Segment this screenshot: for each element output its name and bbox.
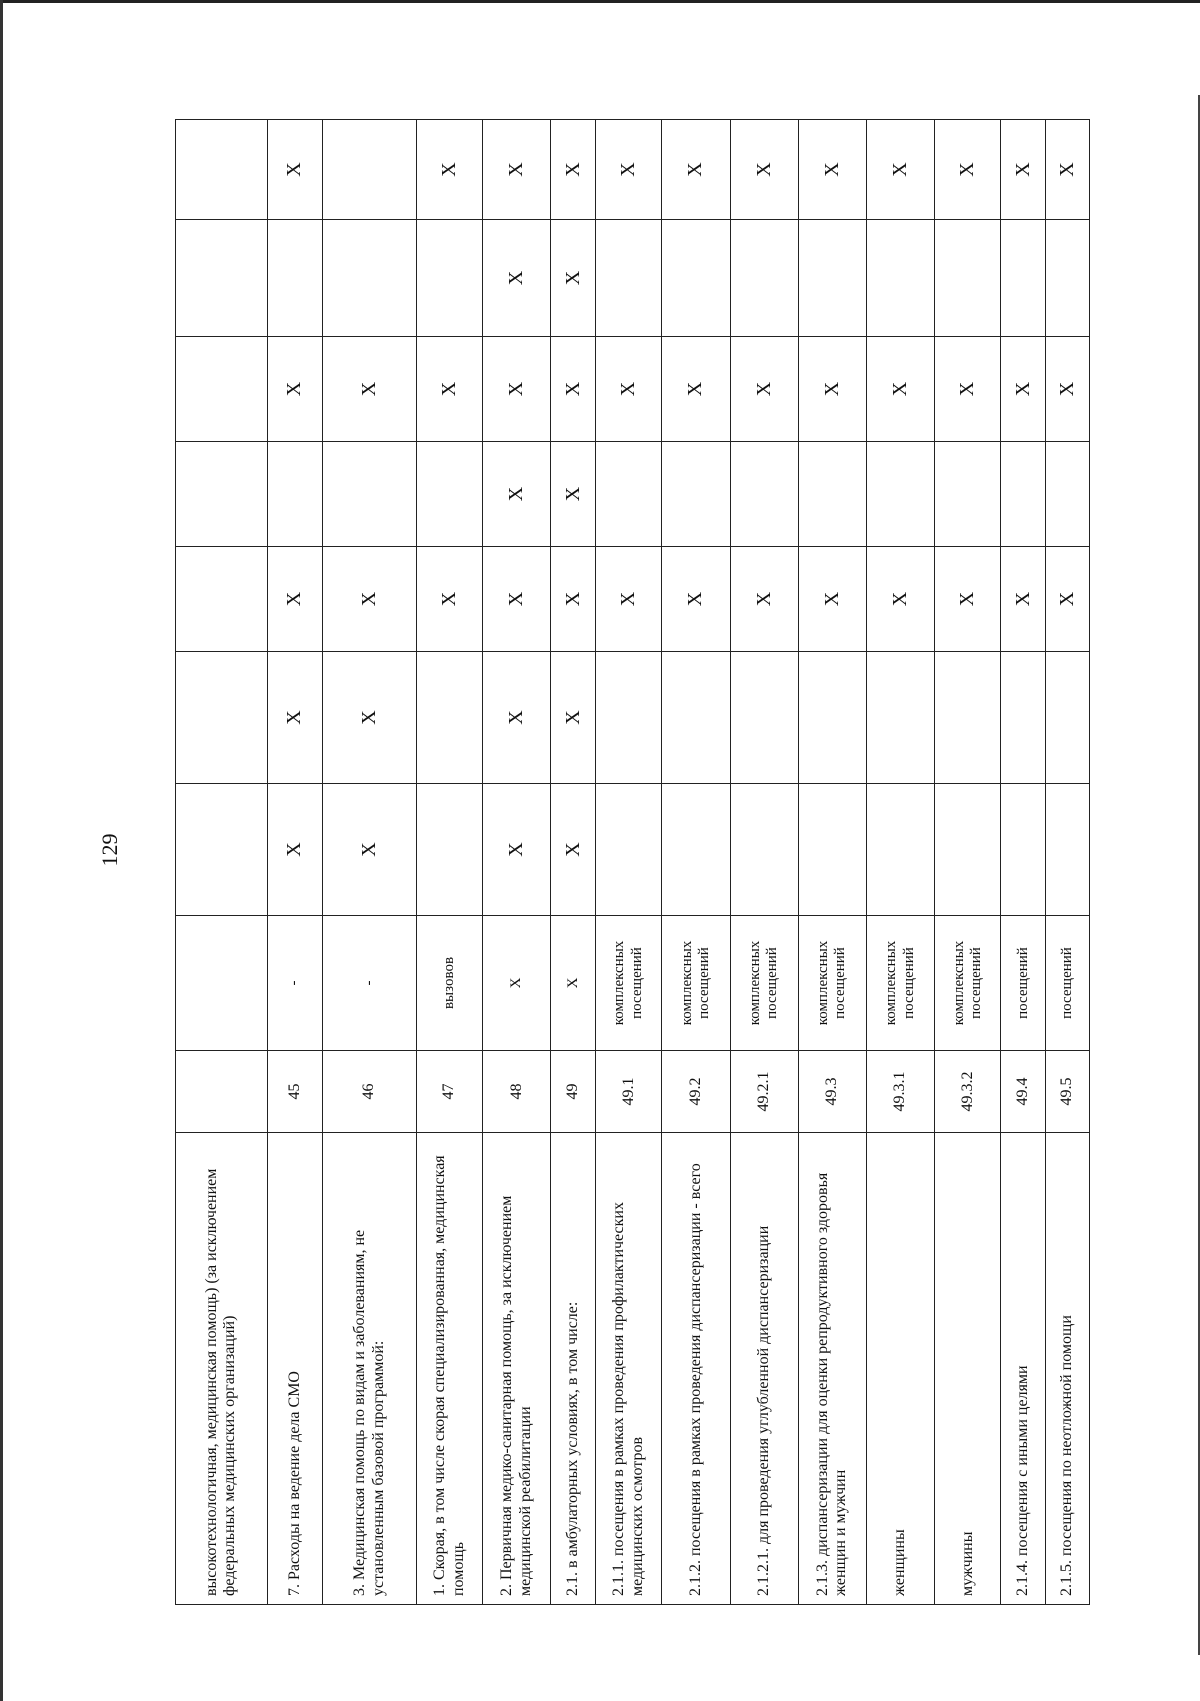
value-cell-col-3 bbox=[176, 547, 268, 652]
value-cell-col-4 bbox=[1001, 442, 1046, 547]
unit-cell: посещений bbox=[1046, 916, 1090, 1051]
value-cell-col-7: X bbox=[798, 120, 866, 220]
value-cell-col-4 bbox=[267, 442, 322, 547]
value-cell-col-2 bbox=[417, 652, 483, 784]
value-cell-col-5: X bbox=[798, 337, 866, 442]
value-cell-col-3: X bbox=[1001, 547, 1046, 652]
value-cell-col-3: X bbox=[483, 547, 551, 652]
row-name-cell: 7. Расходы на ведение дела СМО bbox=[267, 1133, 322, 1605]
value-cell-col-1: X bbox=[551, 784, 596, 916]
row-number-cell: 49.4 bbox=[1001, 1051, 1046, 1133]
row-name-cell: высокотехнологичная, медицинская помощь) (за исключением федеральных медицинских организаций) bbox=[176, 1133, 268, 1605]
row-name-cell: женщины bbox=[867, 1133, 935, 1605]
value-cell-col-4 bbox=[798, 442, 866, 547]
value-cell-col-4 bbox=[730, 442, 798, 547]
value-cell-col-2 bbox=[798, 652, 866, 784]
row-name-cell: 2.1.2. посещения в рамках проведения диспансеризации - всего bbox=[662, 1133, 730, 1605]
table-row bbox=[267, 120, 322, 1605]
value-cell-col-6 bbox=[417, 220, 483, 337]
value-cell-col-1 bbox=[867, 784, 935, 916]
value-cell-col-2 bbox=[730, 652, 798, 784]
value-cell-col-6 bbox=[267, 220, 322, 337]
value-cell-col-5: X bbox=[551, 337, 596, 442]
value-cell-col-7: X bbox=[417, 120, 483, 220]
row-number-cell: 49.1 bbox=[596, 1051, 662, 1133]
value-cell-col-5: X bbox=[417, 337, 483, 442]
value-cell-col-7: X bbox=[1046, 120, 1090, 220]
value-cell-col-5: X bbox=[596, 337, 662, 442]
value-cell-col-3: X bbox=[798, 547, 866, 652]
value-cell-col-5 bbox=[176, 337, 268, 442]
table-row bbox=[1001, 120, 1046, 1605]
value-cell-col-1 bbox=[798, 784, 866, 916]
table-row bbox=[323, 120, 417, 1605]
value-cell-col-6 bbox=[1046, 220, 1090, 337]
value-cell-col-1 bbox=[1001, 784, 1046, 916]
value-cell-col-1 bbox=[935, 784, 1001, 916]
unit-cell: посещений bbox=[1001, 916, 1046, 1051]
value-cell-col-6: X bbox=[483, 220, 551, 337]
value-cell-col-3: X bbox=[267, 547, 322, 652]
unit-cell: X bbox=[483, 916, 551, 1051]
value-cell-col-4 bbox=[867, 442, 935, 547]
unit-cell: комплексных посещений bbox=[867, 916, 935, 1051]
value-cell-col-3: X bbox=[662, 547, 730, 652]
table-row bbox=[483, 120, 551, 1605]
value-cell-col-7: X bbox=[1001, 120, 1046, 220]
value-cell-col-6 bbox=[662, 220, 730, 337]
value-cell-col-2 bbox=[1001, 652, 1046, 784]
page-edge-top bbox=[0, 0, 1200, 3]
value-cell-col-3: X bbox=[935, 547, 1001, 652]
value-cell-col-4: X bbox=[551, 442, 596, 547]
row-name-cell: 2.1.3. диспансеризации для оценки репродуктивного здоровья женщин и мужчин bbox=[798, 1133, 866, 1605]
value-cell-col-3: X bbox=[867, 547, 935, 652]
row-number-cell: 49.2 bbox=[662, 1051, 730, 1133]
value-cell-col-2 bbox=[662, 652, 730, 784]
unit-cell bbox=[176, 916, 268, 1051]
value-cell-col-3: X bbox=[1046, 547, 1090, 652]
row-name-cell: 2.1.1. посещения в рамках проведения профилактических медицинских осмотров bbox=[596, 1133, 662, 1605]
value-cell-col-7: X bbox=[662, 120, 730, 220]
value-cell-col-5: X bbox=[483, 337, 551, 442]
row-name-cell: 2.1. в амбулаторных условиях, в том числе: bbox=[551, 1133, 596, 1605]
value-cell-col-6 bbox=[867, 220, 935, 337]
value-cell-col-5: X bbox=[323, 337, 417, 442]
table-row bbox=[176, 120, 268, 1605]
value-cell-col-4 bbox=[596, 442, 662, 547]
unit-cell: - bbox=[267, 916, 322, 1051]
row-number-cell: 49.3.2 bbox=[935, 1051, 1001, 1133]
unit-cell: комплексных посещений bbox=[662, 916, 730, 1051]
page-number: 129 bbox=[97, 833, 122, 867]
value-cell-col-1 bbox=[730, 784, 798, 916]
table-row bbox=[1046, 120, 1090, 1605]
value-cell-col-1: X bbox=[323, 784, 417, 916]
value-cell-col-2 bbox=[176, 652, 268, 784]
row-name-cell: 3. Медицинская помощь по видам и заболеваниям, не установленным базовой программой: bbox=[323, 1133, 417, 1605]
value-cell-col-2 bbox=[935, 652, 1001, 784]
value-cell-col-2: X bbox=[323, 652, 417, 784]
table-body bbox=[176, 120, 1090, 1605]
table-row bbox=[417, 120, 483, 1605]
value-cell-col-5: X bbox=[935, 337, 1001, 442]
value-cell-col-4: X bbox=[483, 442, 551, 547]
value-cell-col-5: X bbox=[267, 337, 322, 442]
value-cell-col-7: X bbox=[551, 120, 596, 220]
value-cell-col-7: X bbox=[483, 120, 551, 220]
table-row bbox=[798, 120, 866, 1605]
table-row bbox=[551, 120, 596, 1605]
table-row bbox=[730, 120, 798, 1605]
unit-cell: комплексных посещений bbox=[935, 916, 1001, 1051]
value-cell-col-6 bbox=[935, 220, 1001, 337]
value-cell-col-6 bbox=[596, 220, 662, 337]
value-cell-col-4 bbox=[176, 442, 268, 547]
value-cell-col-3: X bbox=[323, 547, 417, 652]
value-cell-col-7 bbox=[176, 120, 268, 220]
row-name-cell: мужчины bbox=[935, 1133, 1001, 1605]
value-cell-col-4 bbox=[935, 442, 1001, 547]
row-name-cell: 1. Скорая, в том числе скорая специализированная, медицинская помощь bbox=[417, 1133, 483, 1605]
value-cell-col-2 bbox=[1046, 652, 1090, 784]
unit-cell: вызовов bbox=[417, 916, 483, 1051]
row-name-cell: 2.1.4. посещения с иными целями bbox=[1001, 1133, 1046, 1605]
value-cell-col-2: X bbox=[551, 652, 596, 784]
table-row bbox=[867, 120, 935, 1605]
value-cell-col-6 bbox=[1001, 220, 1046, 337]
page-edge-left bbox=[0, 0, 3, 1701]
value-cell-col-7: X bbox=[730, 120, 798, 220]
value-cell-col-6 bbox=[176, 220, 268, 337]
row-number-cell: 49.3.1 bbox=[867, 1051, 935, 1133]
value-cell-col-5: X bbox=[1001, 337, 1046, 442]
table-row bbox=[935, 120, 1001, 1605]
row-number-cell: 47 bbox=[417, 1051, 483, 1133]
value-cell-col-1 bbox=[1046, 784, 1090, 916]
row-name-cell: 2.1.5. посещения по неотложной помощи bbox=[1046, 1133, 1090, 1605]
value-cell-col-5: X bbox=[867, 337, 935, 442]
row-number-cell: 49.2.1 bbox=[730, 1051, 798, 1133]
unit-cell: X bbox=[551, 916, 596, 1051]
data-table bbox=[175, 119, 1090, 1605]
row-number-cell bbox=[176, 1051, 268, 1133]
value-cell-col-6 bbox=[798, 220, 866, 337]
row-number-cell: 49.5 bbox=[1046, 1051, 1090, 1133]
unit-cell: - bbox=[323, 916, 417, 1051]
table-row bbox=[662, 120, 730, 1605]
value-cell-col-1 bbox=[662, 784, 730, 916]
table-row bbox=[596, 120, 662, 1605]
unit-cell: комплексных посещений bbox=[730, 916, 798, 1051]
value-cell-col-4 bbox=[417, 442, 483, 547]
value-cell-col-2: X bbox=[483, 652, 551, 784]
value-cell-col-2: X bbox=[267, 652, 322, 784]
row-name-cell: 2.1.2.1. для проведения углубленной диспансеризации bbox=[730, 1133, 798, 1605]
value-cell-col-4 bbox=[323, 442, 417, 547]
unit-cell: комплексных посещений bbox=[596, 916, 662, 1051]
value-cell-col-4 bbox=[662, 442, 730, 547]
value-cell-col-7: X bbox=[267, 120, 322, 220]
row-number-cell: 48 bbox=[483, 1051, 551, 1133]
row-number-cell: 45 bbox=[267, 1051, 322, 1133]
value-cell-col-2 bbox=[596, 652, 662, 784]
value-cell-col-5: X bbox=[730, 337, 798, 442]
value-cell-col-5: X bbox=[662, 337, 730, 442]
value-cell-col-5: X bbox=[1046, 337, 1090, 442]
value-cell-col-2 bbox=[867, 652, 935, 784]
row-number-cell: 49.3 bbox=[798, 1051, 866, 1133]
value-cell-col-7: X bbox=[596, 120, 662, 220]
value-cell-col-3: X bbox=[730, 547, 798, 652]
rotated-table-wrapper bbox=[175, 120, 1090, 1605]
value-cell-col-7 bbox=[323, 120, 417, 220]
unit-cell: комплексных посещений bbox=[798, 916, 866, 1051]
value-cell-col-1: X bbox=[483, 784, 551, 916]
value-cell-col-6 bbox=[730, 220, 798, 337]
value-cell-col-3: X bbox=[596, 547, 662, 652]
value-cell-col-7: X bbox=[867, 120, 935, 220]
value-cell-col-1 bbox=[417, 784, 483, 916]
value-cell-col-3: X bbox=[417, 547, 483, 652]
row-name-cell: 2. Первичная медико-санитарная помощь, за исключением медицинской реабилитации bbox=[483, 1133, 551, 1605]
value-cell-col-3: X bbox=[551, 547, 596, 652]
value-cell-col-1: X bbox=[267, 784, 322, 916]
value-cell-col-4 bbox=[1046, 442, 1090, 547]
value-cell-col-6: X bbox=[551, 220, 596, 337]
row-number-cell: 49 bbox=[551, 1051, 596, 1133]
row-number-cell: 46 bbox=[323, 1051, 417, 1133]
value-cell-col-6 bbox=[323, 220, 417, 337]
value-cell-col-7: X bbox=[935, 120, 1001, 220]
value-cell-col-1 bbox=[596, 784, 662, 916]
value-cell-col-1 bbox=[176, 784, 268, 916]
